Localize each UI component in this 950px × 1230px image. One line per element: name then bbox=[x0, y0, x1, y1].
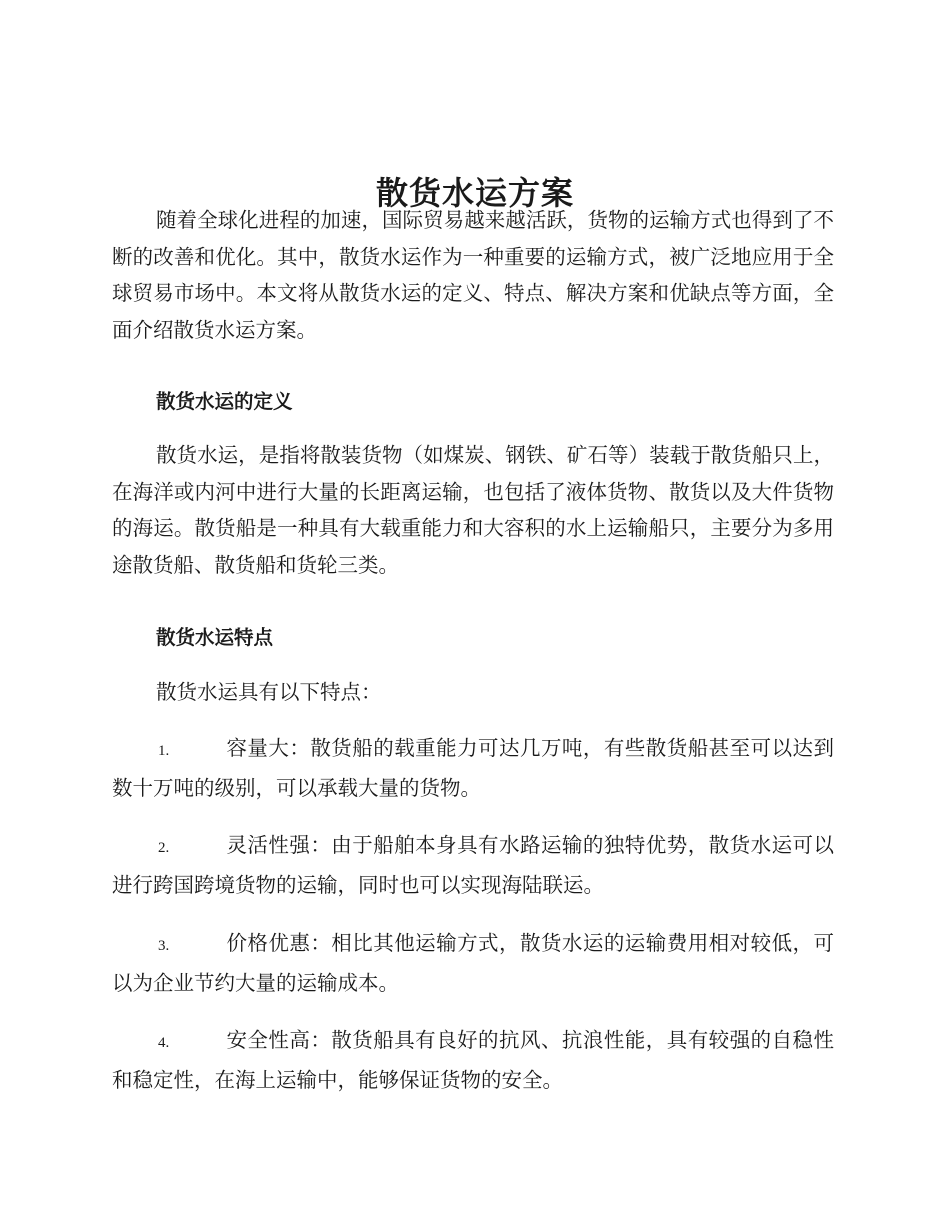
list-item-number: 4. bbox=[158, 1035, 170, 1051]
list-item bbox=[112, 1022, 834, 1098]
intro-paragraph: 随着全球化进程的加速，国际贸易越来越活跃，货物的运输方式也得到了不断的改善和优化。其中，散货水运作为一种重要的运输方式，被广泛地应用于全球贸易市场中。本文将从散货水运的定义、特点、解决方案和优缺点等方面，全面介绍散货水运方案。 bbox=[112, 208, 834, 342]
document-title: 散货水运方案 bbox=[375, 174, 574, 213]
features-lead: 散货水运具有以下特点： bbox=[156, 680, 382, 704]
list-item-text: 安全性高：散货船具有良好的抗风、抗浪性能，具有较强的自稳性和稳定性，在海上运输中，能够保证货物的安全。 bbox=[112, 1028, 834, 1092]
section-heading-definition: 散货水运的定义 bbox=[156, 390, 293, 413]
list-item-text: 灵活性强：由于船舶本身具有水路运输的独特优势，散货水运可以进行跨国跨境货物的运输，同时也可以实现海陆联运。 bbox=[112, 833, 834, 897]
list-item bbox=[112, 827, 834, 903]
list-item-number: 2. bbox=[158, 840, 170, 856]
definition-paragraph: 散货水运，是指将散装货物（如煤炭、钢铁、矿石等）装载于散货船只上，在海洋或内河中进行大量的长距离运输，也包括了液体货物、散货以及大件货物的海运。散货船是一种具有大载重能力和大容积的水上运输船只，主要分为多用途散货船、散货船和货轮三类。 bbox=[112, 443, 834, 577]
section-heading-features: 散货水运特点 bbox=[156, 626, 274, 649]
list-item-text: 容量大：散货船的载重能力可达几万吨，有些散货船甚至可以达到数十万吨的级别，可以承载大量的货物。 bbox=[112, 736, 834, 800]
list-item-number: 1. bbox=[158, 743, 170, 759]
list-item-text: 价格优惠：相比其他运输方式，散货水运的运输费用相对较低，可以为企业节约大量的运输成本。 bbox=[112, 931, 834, 995]
list-item bbox=[112, 730, 834, 806]
list-item-number: 3. bbox=[158, 938, 170, 954]
list-item bbox=[112, 925, 834, 1001]
